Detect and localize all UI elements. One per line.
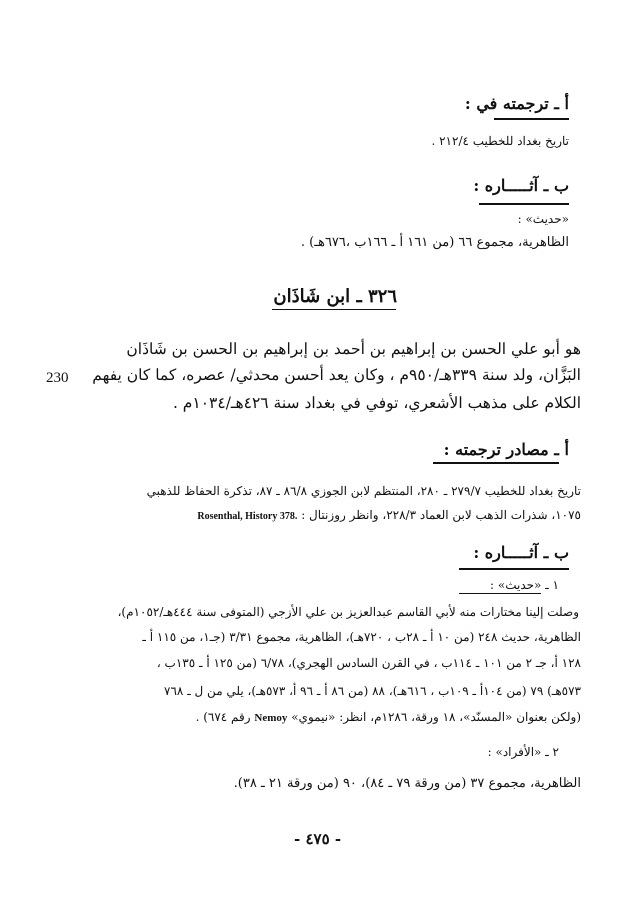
section-b-underline	[479, 203, 569, 205]
works-item-1-line-4: ٥٧٣هـ) ٧٩ (من ١٠٤أ ـ ١٠٩ب ، ٦١٦هـ)، ٨٨ (من ٨٦ أ ـ ٩٦ أ، ٥٧٣هـ)، يلي من ل ـ ٧٦٨	[164, 684, 581, 698]
section-a-underline	[494, 118, 569, 120]
margin-page-number: 230	[46, 370, 69, 386]
section-a-text: تاريخ بغداد للخطيب ٢١٢/٤ .	[431, 134, 569, 148]
sources-line-2-arabic: ١٠٧٥، شذرات الذهب لابن العماد ٢٢٨/٣، وانظر روزنتال :	[301, 508, 581, 522]
sources-line-1: تاريخ بغداد للخطيب ٢٧٩/٧ ـ ٢٨٠، المنتظم لابن الجوزي ٨٦/٨ ـ ٨٧، تذكرة الحفاظ للذهبي	[146, 484, 581, 498]
works-item-1-underline	[459, 593, 541, 594]
sources-underline	[433, 462, 559, 464]
works-item-1-line-1: وصلت إلينا مختارات منه لأبي القاسم عبدالعزيز بن علي الأزجي (المتوفى سنة ٤٤٤هـ/١٠٥٢م)،	[117, 605, 579, 619]
works-item-1-line-5-latin: Nemoy	[254, 712, 288, 724]
works-item-2-label: ٢ ـ «الأفراد» :	[487, 745, 559, 759]
section-a-heading: أ ـ ترجمته في :	[464, 94, 569, 113]
bio-line-2: البَزَّان، ولد سنة ٣٣٩هـ/٩٥٠م ، وكان يعد أحسن محدثي/ عصره، كما كان يفهم	[92, 366, 581, 384]
sources-line-2	[197, 508, 581, 522]
section-b-item-text: الظاهرية، مجموع ٦٦ (من ١٦١ أ ـ ١٦٦ب ،٦٧٦هـ) .	[300, 235, 569, 250]
page-number: - ٤٧٥ -	[294, 830, 342, 848]
works-heading: ب ـ آثـــــاره :	[473, 543, 569, 562]
works-item-1-line-5	[196, 710, 581, 724]
works-item-1-label: ١ ـ «حديث» :	[490, 578, 559, 592]
works-item-1-line-2: الظاهرية، حديث ٢٤٨ (من ١٠ أ ـ ٢٨ب ، ٧٢٠هـ)، الظاهرية، مجموع ٣/٣١ (جـ١، من ١١٥ أ ـ	[142, 630, 581, 644]
works-underline	[459, 568, 569, 570]
section-b-heading: ب ـ آثـــــاره :	[473, 176, 569, 195]
entry-title: ٣٢٦ ـ ابن شَاذَان	[273, 286, 397, 307]
works-item-1-line-3: ١٢٨ أ، جـ ٢ من ١٠١ ـ ١١٤ب ، في القرن السادس الهجري)، ٦/٧٨ (من ١٢٥ أ ـ ١٣٥ب ،	[156, 656, 581, 670]
sources-line-2-latin: Rosenthal, History 378.	[197, 511, 298, 522]
bio-line-1: هو أبو علي الحسن بن إبراهيم بن أحمد بن إبراهيم بن الحسن بن شَاذَان	[126, 340, 581, 358]
sources-heading: أ ـ مصادر ترجمته :	[443, 440, 569, 459]
works-item-2-text: الظاهرية، مجموع ٣٧ (من ورقة ٧٩ ـ ٨٤)، ٩٠ (من ورقة ٢١ ـ ٣٨).	[233, 776, 581, 791]
entry-title-underline	[272, 309, 396, 310]
works-item-1-line-5-arabic-a: (ولكن بعنوان «المسنّد»، ١٨ ورقة، ١٢٨٦م، انظر: «نيموي»	[291, 710, 581, 724]
works-item-1-line-5-arabic-b: رقم ٦٧٤) .	[195, 710, 251, 724]
section-b-item-label: «حديث» :	[517, 212, 569, 226]
bio-line-3: الكلام على مذهب الأشعري، توفي في بغداد سنة ٤٢٦هـ/١٠٣٤م .	[172, 394, 581, 412]
